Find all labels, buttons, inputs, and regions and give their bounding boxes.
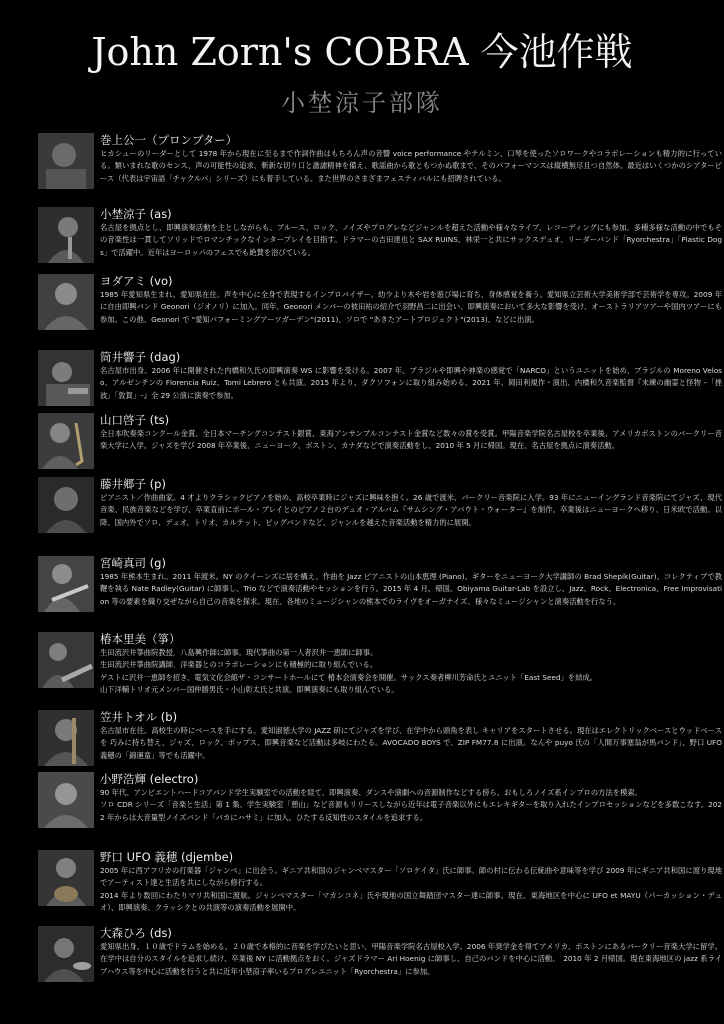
member-bio: 名古屋市出身。2006 年に開催された内橋和久氏の即興演奏 WS に影響を受ける。2007 年、ブラジルや即興や神楽の感覚で「NARCO」というユニットを始め、ブラジルの Moreno Veloso、アルゼンチンの Florencia Ruiz、Tomi Lebrero とも共演。2015 年より、ダクソフォンに取り組み始める。2021 年、岡田利規作・演出、内橋和久音楽監督『未練の幽霊と怪物 –「挫波」「敦賀」–』全 29 公演に演奏で参加。: [100, 366, 722, 400]
member-photo: [38, 413, 94, 469]
member-bio: 全日本吹奏楽コンクール金賞、全日本マーチングコンテスト銀賞、東海アンサンブルコンテスト金賞など数々の賞を受賞。甲陽音楽学院名古屋校を卒業後、アメリカボストンのバークリー音楽大学に入学。ジャズを学び 2008 年卒業後、ニューヨーク、ボストン、カナダなどで演奏活動をし、2010 年 5 月に帰国。現在、名古屋を拠点に演奏活動。: [100, 429, 722, 451]
member-bio: 90 年代、アンビエントハードコアバンド学生実験室での活動を経て、即興演奏、ダンスや演劇への音源制作などする傍ら、おもしろノイズ系インプロの方法を模索。 ソロ CDR シリーズ「音楽と生活」第 1 集、学生実験室「憩山」など音源もリリースしながら近年は電子音楽以外にもエレキギターを取り入れたインプロセッションなどを多数こなす。2022 年からは大音量型ノイズバンド「バカにハサミ」に加入。ひたする反知性のスタイルを追求する。: [100, 788, 722, 822]
member-photo: [38, 850, 94, 906]
member-name: 野口 UFO 義穂 (djembe): [100, 850, 234, 864]
member-photo: [38, 926, 94, 982]
member-bio: 名古屋市在住。高校生の時にベースを手にする。愛知淑徳大学の JAZZ 研にてジャズを学び、在学中から頭角を表し キャリアをスタートさせる。現在はエレクトリックベースとウッドベースを 巧みに持ち替え、ジャズ、ロック、ポップス、即興音楽など活動は多岐にわたる。AVOCADO BOYS で、ZIP FM77.8 に出演。なんや puyo 氏の「人間万事塞翁が馬バンド」、野口 UFO 義穂の「錦運童」等でも活躍中。: [100, 726, 722, 760]
member-name: 筒井響子 (dag): [100, 350, 181, 364]
member-name: ヨダアミ (vo): [100, 274, 173, 288]
member-bio: ヒカシューのリーダーとして 1978 年から現在に至るまで作詞作曲はもちろん声の音響 voice performance やテルミン、口琴を使ったソロワークやコラボレーションも精力的に行っている。類いまれな歌のセンス、声の可能性の追求、斬新な切り口と諧謔精神を備え、歌謡曲から歌ともつかぬ歌まで、そのパフォーマンスは縦横無尽且つ自然体。最近はいくつかのシアターピース（代表は宇宙語「チャクルパ」シリーズ）にも着手している。また世界のさまざまフェスティバルにも招聘されている。: [100, 149, 722, 183]
page-title: John Zorn's COBRA 今池作戦: [91, 30, 633, 74]
member-photo: [38, 350, 94, 406]
member-bio: 1985 年熊本生まれ。2011 年渡米。NY のクイーンズに居を構え、作曲を Jazz ピアニストの山本恵理 (Piano)、ギターをニューヨーク大学講師の Brad Shepik(Guitar)、コレクティブで教鞭を執る Nate Radley(Guitar) に師事し、Trio などで演奏活動やセッションを行う。2015 年 4 月、帰国。Obiyama Guitar-Lab を設立し、Jazz、Rock、Electronica、Free Improvisation 等の要素を織り交ぜながら自己の音楽を探求。現在、各地のミュージシャンの熊本でのライヴをオーガナイズ、様々なミュージシャンと演奏活動を行なう。: [100, 572, 722, 606]
member-name: 小野浩輝 (electro): [100, 772, 199, 786]
member-name: 藤井郷子 (p): [100, 477, 166, 491]
member-photo: [38, 556, 94, 612]
member-name: 巻上公一（プロンプター）: [100, 133, 238, 147]
member-name: 笠井トオル (b): [100, 710, 178, 724]
member-photo: [38, 477, 94, 533]
member-photo: [38, 207, 94, 263]
member-name: 宮崎真司 (g): [100, 556, 166, 570]
member-photo: [38, 772, 94, 828]
member-photo: [38, 710, 94, 766]
member-bio: 名古屋を拠点とし、即興演奏活動を主としながらも、ブルース、ロック、ノイズやプログレなどジャンルを超えた活動や様々なライブ、レコーディングにも参加。多種多様な活動の中でもその音楽性は一貫してソリッドでロマンチックなインタープレイを目指す。ドラマーの吉田達也と SAX RUINS、林栄一と共にサックスデュオ、リーダーバンド「Ryorchestra」「Plastic Dogs」で活躍中。近年はヨーロッパのフェスでも絶賛を浴びている。: [100, 223, 722, 257]
member-name: 椿本里美（箏）: [100, 632, 181, 646]
member-bio: 1985 年愛知県生まれ。愛知県在住。声を中心に全身で表現するインプロバイザー。幼少より木や岩を遊び場に育ち、身体感覚を養う。愛知県立芸術大学美術学部で芸術学を専攻。2009 年に自由即興バンド Geonori（ジオノリ）に加入。同年、Geonori メンバーの彼田祐の紹介で羽野昌二に出会い、即興演奏において多大な影響を受け、オーストラリアツアーや国内ツアーにも参加。この他、Geonori で "愛知パフォーミングアーツガーデン"(2011)、ソロで "あきたアートプロジェクト"(2013)、などに出演。: [100, 290, 722, 324]
page-subtitle: 小埜涼子部隊: [281, 89, 443, 117]
member-name: 大森ひろ (ds): [100, 926, 172, 940]
member-bio: 生田流沢井箏曲院教授．八島興作師に師事。現代箏曲の第一人者沢井一恵師に師事。 生田流沢井箏曲院講師．洋楽器とのコラボレーションにも積極的に取り組んでいる。 ゲストに沢井一恵師を招き、電気文化会館ザ・コンサートホールにて 椿本会演奏会を開催。サックス奏者柳川芳命氏とユニット「East Seed」を結成。 山下洋輔トリオ元メンバー国仲勝男氏・小山彰太氏と共演。即興演奏にも取り組んでいる。: [100, 648, 598, 695]
member-bio: 愛知県出身。１０歳でドラムを始める。２０歳で本格的に音楽を学びたいと思い、甲陽音楽学院名古屋校入学。2006 年奨学金を得てアメリカ、ボストンにあるバークリー音楽大学に留学。在学中は自分のスタイルを追求し続け、卒業後 NY に活動拠点をおく。ジャズドラマー Ari Hoenig に師事し、自己のバンドを中心に活動。 2010 年 2 月帰国。現在東海地区の jazz 系ライブハウス等を中心に活動を行うと共に近年小埜涼子率いるプログレユニット「Ryorchestra」に参加。: [100, 942, 722, 976]
member-photo: [38, 274, 94, 330]
member-name: 山口啓子 (ts): [100, 413, 170, 427]
member-photo: [38, 133, 94, 189]
member-photo: [38, 632, 94, 688]
member-bio: ピアニスト／作曲曲家。4 才よりクラシックピアノを始め、高校卒業時にジャズに興味を抱く。26 歳で渡米、バークリー音楽院に入学。93 年にニューイングランド音楽院にてジャズ、現代音楽、民族音楽などを学び、卒業直前にポール・ブレイとのピアノ２台のデュオ・アルバム『サムシング・アバウト・ウォーター』を制作。卒業後はニューヨークへ移り、日米欧で活動。以降、国内外でソロ、デュオ、トリオ、カルテット、ビッグバンドなど、ジャンルを越えた音楽活動を精力的に展開。: [100, 493, 722, 527]
member-bio: 2005 年に西アフリカの打楽器「ジャンベ」に出会う。ギニア共和国のジャンベマスター「ソロケイタ」氏に師事。師の村に伝わる伝統曲や意味等を学び 2009 年にギニア共和国に渡り現地でアーティスト達と生活を共にしながら修行する。 2014 年より数回にわたりマリ共和国に渡航。ジャンベマスター「マカンコネ」氏や現地の国立舞踏団マスター達に師事。現在、東海地区を中心に UFO et MAYU（パーカッション・デュオ）、即興演奏、クラッシクとの共演等の演奏活動を展開中。: [100, 866, 722, 913]
member-name: 小埜涼子 (as): [100, 207, 172, 221]
